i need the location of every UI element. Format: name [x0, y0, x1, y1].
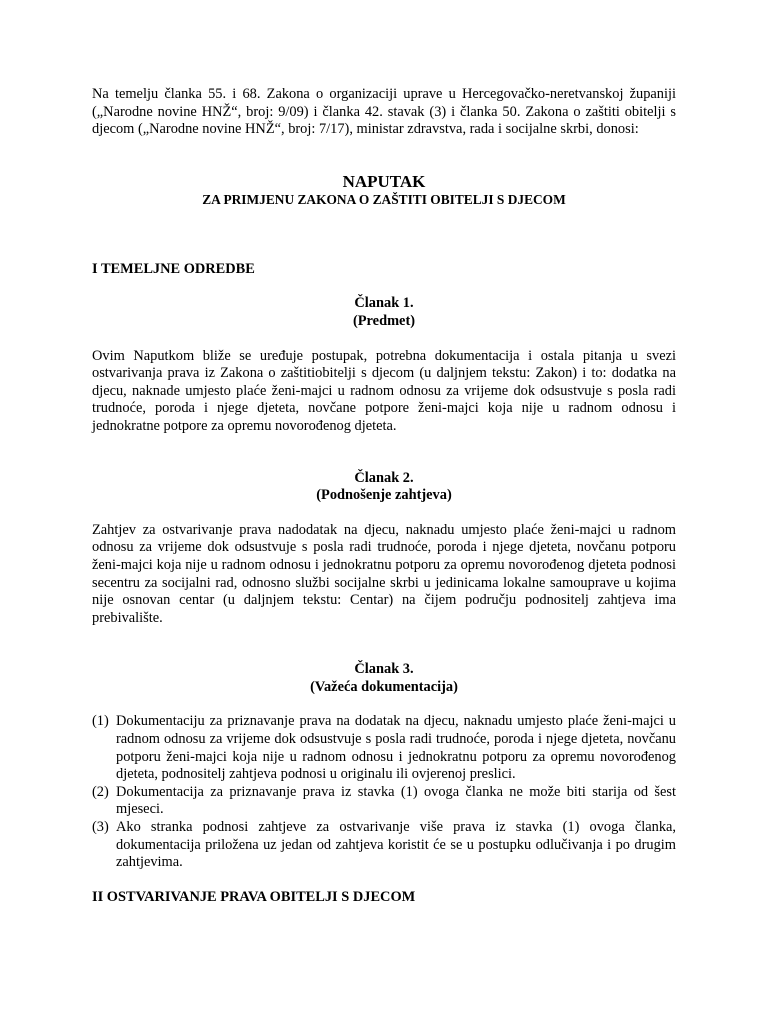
intro-paragraph: Na temelju članka 55. i 68. Zakona o organizaciji uprave u Hercegovačko-neretvanskoj županiji („Narodne novine HNŽ“, broj: 9/09) i članka 42. stavak (3) i članka 50. Zakona o zaštiti obitelji s djecom („Narodne novine HNŽ“, broj: 7/17), ministar zdravstva, rada i socijalne skrbi, donosi: [92, 86, 676, 138]
list-item [92, 819, 676, 872]
list-item-number: (1) [92, 713, 109, 730]
document-title: NAPUTAK [342, 171, 426, 191]
article-3-number: Članak 3. [354, 661, 414, 678]
document-subtitle: ZA PRIMJENU ZAKONA O ZAŠTITI OBITELJI S DJECOM [202, 191, 566, 207]
article-2-text: Zahtjev za ostvarivanje prava nadodatak na djecu, naknadu umjesto plaće ženi-majci u radnom odnosu za vrijeme dok odsustvuje s posla radi trudnoće, poroda i njege djeteta, novčanu potporu ženi-majci koja nije u radnom odnosu i jednokratnu potporu za opremu novorođenog djeteta podnosi secentru za socijalni rad, odnosno službi socijalne skrbi u jedinicama lokalne samouprave u kojima nije osnovan centar (u daljnjem tekstu: Centar) na čijem području podnositelj zahtjeva ima prebivalište. [92, 521, 676, 626]
list-item-text: Dokumentaciju za priznavanje prava na dodatak na djecu, naknadu umjesto plaće ženi-majci u radnom odnosu za vrijeme dok odsustvuje s posla radi trudnoće, poroda i njege djeteta, novčanu potporu ženi-majci koja nije u radnom odnosu i jednokratnu potporu za opremu novorođenog djeteta, podnositelj zahtjeva podnosi u originalu ili ovjerenoj preslici. [116, 713, 676, 783]
section-heading-2: II OSTVARIVANJE PRAVA OBITELJI S DJECOM [92, 888, 416, 905]
article-1-name: (Predmet) [352, 312, 416, 329]
list-item-text: Dokumentacija za priznavanje prava iz stavka (1) ovoga članka ne može biti starija od šest mjeseci. [116, 783, 676, 818]
list-item-number: (2) [92, 783, 109, 800]
article-1-number: Članak 1. [354, 295, 414, 312]
article-3-list [92, 713, 676, 871]
article-2-name: (Podnošenje zahtjeva) [316, 487, 452, 504]
document-page [92, 86, 676, 906]
section-heading-1: I TEMELJNE ODREDBE [92, 260, 255, 277]
article-1-text: Ovim Naputkom bliže se uređuje postupak, potrebna dokumentacija i ostala pitanja u svezi ostvarivanja prava iz Zakona o zaštitiobitelji s djecom (u daljnjem tekstu: Zakon) i to: dodatka na djecu, naknade umjesto plaće ženi-majci u radnom odnosu za vrijeme dok odsustvuje s posla radi trudnoće, poroda i njege djeteta, novčane potpore ženi-majci koja nije u radnom odnosu i jednokratne potpore za opremu novorođenog djeteta. [92, 347, 676, 434]
list-item-text: Ako stranka podnosi zahtjeve za ostvarivanje više prava iz stavka (1) ovoga članka, dokumentacija priložena uz jedan od zahtjeva koristit će se u postupku odlučivanja i po drugim zahtjevima. [116, 819, 676, 871]
list-item-number: (3) [92, 819, 109, 836]
article-3-name: (Važeća dokumentacija) [310, 678, 458, 695]
list-item [92, 713, 676, 783]
article-2-number: Članak 2. [354, 469, 414, 486]
list-item [92, 784, 676, 819]
